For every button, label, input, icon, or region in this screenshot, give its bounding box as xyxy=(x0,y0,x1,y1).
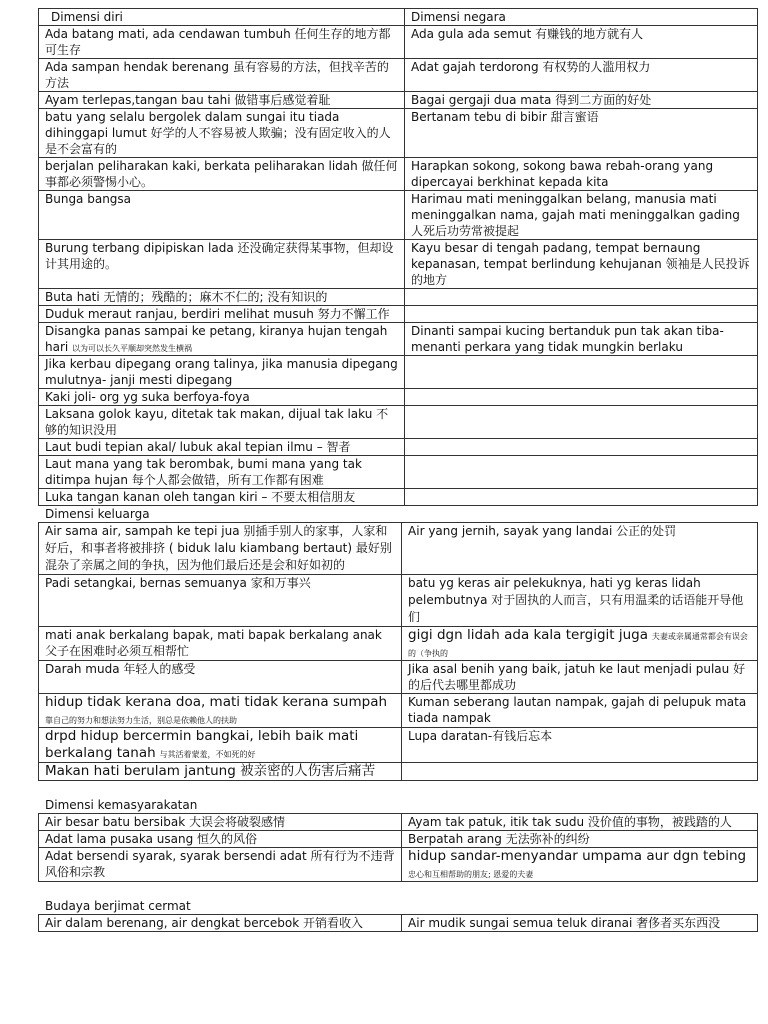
cell: Lupa daratan-有钱后忘本 xyxy=(402,728,758,763)
cell: Buta hati 无情的；残酷的；麻木不仁的; 没有知识的 xyxy=(39,289,405,306)
table-row xyxy=(39,158,758,191)
cell: Ada gula ada semut 有赚钱的地方就有人 xyxy=(405,26,758,59)
cell: Ayam terlepas,tangan bau tahi 做错事后感觉着耻 xyxy=(39,92,405,109)
cell-note: 忠心和互相帮助的朋友; 恩爱的夫妻 xyxy=(408,870,534,879)
cell xyxy=(39,694,402,728)
table-row xyxy=(39,523,758,575)
table-dimensi-keluarga xyxy=(38,522,758,781)
cell: Laksana golok kayu, ditetak tak makan, dijual tak laku 不够的知识没用 xyxy=(39,406,405,439)
table-row xyxy=(39,191,758,240)
table-dimensi-diri-negara xyxy=(38,8,758,506)
cell xyxy=(405,389,758,406)
cell xyxy=(39,627,402,661)
table-header-row xyxy=(39,9,758,26)
section-heading-keluarga: Dimensi keluarga xyxy=(45,507,150,521)
table-row xyxy=(39,456,758,489)
table-row xyxy=(39,814,758,831)
table-row xyxy=(39,306,758,323)
cell xyxy=(402,627,758,661)
cell-note: 以为可以长久平顺却突然发生横祸 xyxy=(72,344,193,353)
cell: Dinanti sampai kucing bertanduk pun tak akan tiba-menanti perkara yang tidak mungkin berlaku xyxy=(405,323,758,356)
table-row xyxy=(39,694,758,728)
table-row xyxy=(39,575,758,627)
cell: Bertanam tebu di bibir 甜言蜜语 xyxy=(405,109,758,158)
table-row xyxy=(39,915,758,932)
cell-note: 与其活着蒙羞，不如死的好 xyxy=(159,750,256,759)
table-row xyxy=(39,59,758,92)
cell xyxy=(405,356,758,389)
cell: batu yg keras air pelekuknya, hati yg keras lidah pelembutnya 对于固执的人而言，只有用温柔的话语能开导他们 xyxy=(402,575,758,627)
cell: Air besar batu bersibak 大误会将破裂感情 xyxy=(39,814,402,831)
cell: Bagai gergaji dua mata 得到二方面的好处 xyxy=(405,92,758,109)
cell xyxy=(405,456,758,489)
cell: Harimau mati meninggalkan belang, manusia mati meninggalkan nama, gajah mati meninggalkan gading 人死后功劳常被提起 xyxy=(405,191,758,240)
cell: Bunga bangsa xyxy=(39,191,405,240)
cell: Kuman seberang lautan nampak, gajah di pelupuk mata tiada nampak xyxy=(402,694,758,728)
table-row xyxy=(39,661,758,694)
cell: Luka tangan kanan oleh tangan kiri – 不要太相信朋友 xyxy=(39,489,405,506)
cell: batu yang selalu bergolek dalam sungai itu tiada dihinggapi lumut 好学的人不容易被人欺骗；没有固定收入的人是不会富有的 xyxy=(39,109,405,158)
cell: Ayam tak patuk, itik tak sudu 没价值的事物，被践踏的人 xyxy=(402,814,758,831)
cell xyxy=(405,406,758,439)
cell: Air sama air, sampah ke tepi jua 别插手别人的家事，人家和好后，和事者将被排挤 ( biduk lalu kiambang bertaut) 最好别混杂了亲属之间的争执，因为他们最后还是会和好如初的 xyxy=(39,523,402,575)
cell xyxy=(402,848,758,882)
cell: Ada batang mati, ada cendawan tumbuh 任何生存的地方都可生存 xyxy=(39,26,405,59)
spacer xyxy=(38,882,758,898)
cell xyxy=(405,439,758,456)
table-row xyxy=(39,389,758,406)
cell-text: mati anak berkalang bapak, mati bapak berkalang anak xyxy=(45,628,382,642)
cell-text: hidup tidak kerana doa, mati tidak kerana sumpah xyxy=(45,694,388,710)
cell: Laut budi tepian akal/ lubuk akal tepian ilmu – 智者 xyxy=(39,439,405,456)
cell: Kaki joli- org yg suka berfoya-foya xyxy=(39,389,405,406)
table-row xyxy=(39,356,758,389)
cell: Air yang jernih, sayak yang landai 公正的处罚 xyxy=(402,523,758,575)
cell xyxy=(405,306,758,323)
cell xyxy=(39,323,405,356)
table-row xyxy=(39,489,758,506)
cell xyxy=(405,289,758,306)
cell: Kayu besar di tengah padang, tempat bernaung kepanasan, tempat berlindung kehujanan 领袖是人民投诉的地方 xyxy=(405,240,758,289)
table-row xyxy=(39,92,758,109)
cell xyxy=(402,763,758,781)
cell: Air mudik sungai semua teluk diranai 奢侈者买东西没 xyxy=(402,915,758,932)
cell: Harapkan sokong, sokong bawa rebah-orang yang dipercayai berkhinat kepada kita xyxy=(405,158,758,191)
table-row xyxy=(39,240,758,289)
cell xyxy=(405,489,758,506)
cell-note: 夫妻或亲属通常都会有误会的（争执的 xyxy=(408,632,748,658)
cell xyxy=(39,728,402,763)
cell: Berpatah arang 无法弥补的纠纷 xyxy=(402,831,758,848)
section-heading-berjimat-cermat: Budaya berjimat cermat xyxy=(45,899,191,913)
table-row xyxy=(39,109,758,158)
cell: Adat lama pusaka usang 恒久的风俗 xyxy=(39,831,402,848)
table-dimensi-kemasyarakatan xyxy=(38,813,758,882)
cell: Darah muda 年轻人的感受 xyxy=(39,661,402,694)
cell: Jika kerbau dipegang orang talinya, jika manusia dipegang mulutnya- janji mesti dipegang xyxy=(39,356,405,389)
section-heading-kemasyarakatan: Dimensi kemasyarakatan xyxy=(45,798,198,812)
table-berjimat-cermat xyxy=(38,914,758,932)
header-dimensi-diri: Dimensi diri xyxy=(39,9,405,26)
cell-text-translation: 父子在困难时必须互相帮忙 xyxy=(45,644,190,658)
spacer xyxy=(38,781,758,797)
table-row xyxy=(39,627,758,661)
cell: Ada sampan hendak berenang 虽有容易的方法，但找辛苦的方法 xyxy=(39,59,405,92)
cell xyxy=(39,763,402,781)
cell: Padi setangkai, bernas semuanya 家和万事兴 xyxy=(39,575,402,627)
table-row xyxy=(39,289,758,306)
cell: Duduk meraut ranjau, berdiri melihat musuh 努力不懈工作 xyxy=(39,306,405,323)
table-row xyxy=(39,439,758,456)
document-page xyxy=(38,8,758,932)
cell-text: gigi dgn lidah ada kala tergigit juga xyxy=(408,627,648,643)
table-row xyxy=(39,728,758,763)
table-row xyxy=(39,831,758,848)
table-row xyxy=(39,763,758,781)
cell: Burung terbang dipipiskan lada 还没确定获得某事物，但却设计其用途的。 xyxy=(39,240,405,289)
cell-text: hidup sandar-menyandar umpama aur dgn tebing xyxy=(408,848,747,864)
cell-text: Makan hati berulam jantung 被亲密的人伤害后痛苦 xyxy=(45,763,376,779)
cell-text: drpd hidup bercermin bangkai, lebih baik mati berkalang tanah xyxy=(45,728,359,761)
table-row xyxy=(39,323,758,356)
cell: berjalan peliharakan kaki, berkata peliharakan lidah 做任何事都必须警惕小心。 xyxy=(39,158,405,191)
cell-text: Disangka panas sampai ke petang, kiranya hujan tengah hari xyxy=(45,324,388,354)
cell: Laut mana yang tak berombak, bumi mana yang tak ditimpa hujan 每个人都会做错，所有工作都有困难 xyxy=(39,456,405,489)
cell: Adat gajah terdorong 有权势的人滥用权力 xyxy=(405,59,758,92)
cell: Adat bersendi syarak, syarak bersendi adat 所有行为不违背风俗和宗教 xyxy=(39,848,402,882)
table-row xyxy=(39,26,758,59)
cell-note: 靠自己的努力和想法努力生活，别总是依赖他人的扶助 xyxy=(45,716,237,725)
cell: Jika asal benih yang baik, jatuh ke laut menjadi pulau 好的后代去哪里都成功 xyxy=(402,661,758,694)
table-row xyxy=(39,406,758,439)
header-dimensi-negara: Dimensi negara xyxy=(405,9,758,26)
cell: Air dalam berenang, air dengkat bercebok 开销看收入 xyxy=(39,915,402,932)
table-row xyxy=(39,848,758,882)
